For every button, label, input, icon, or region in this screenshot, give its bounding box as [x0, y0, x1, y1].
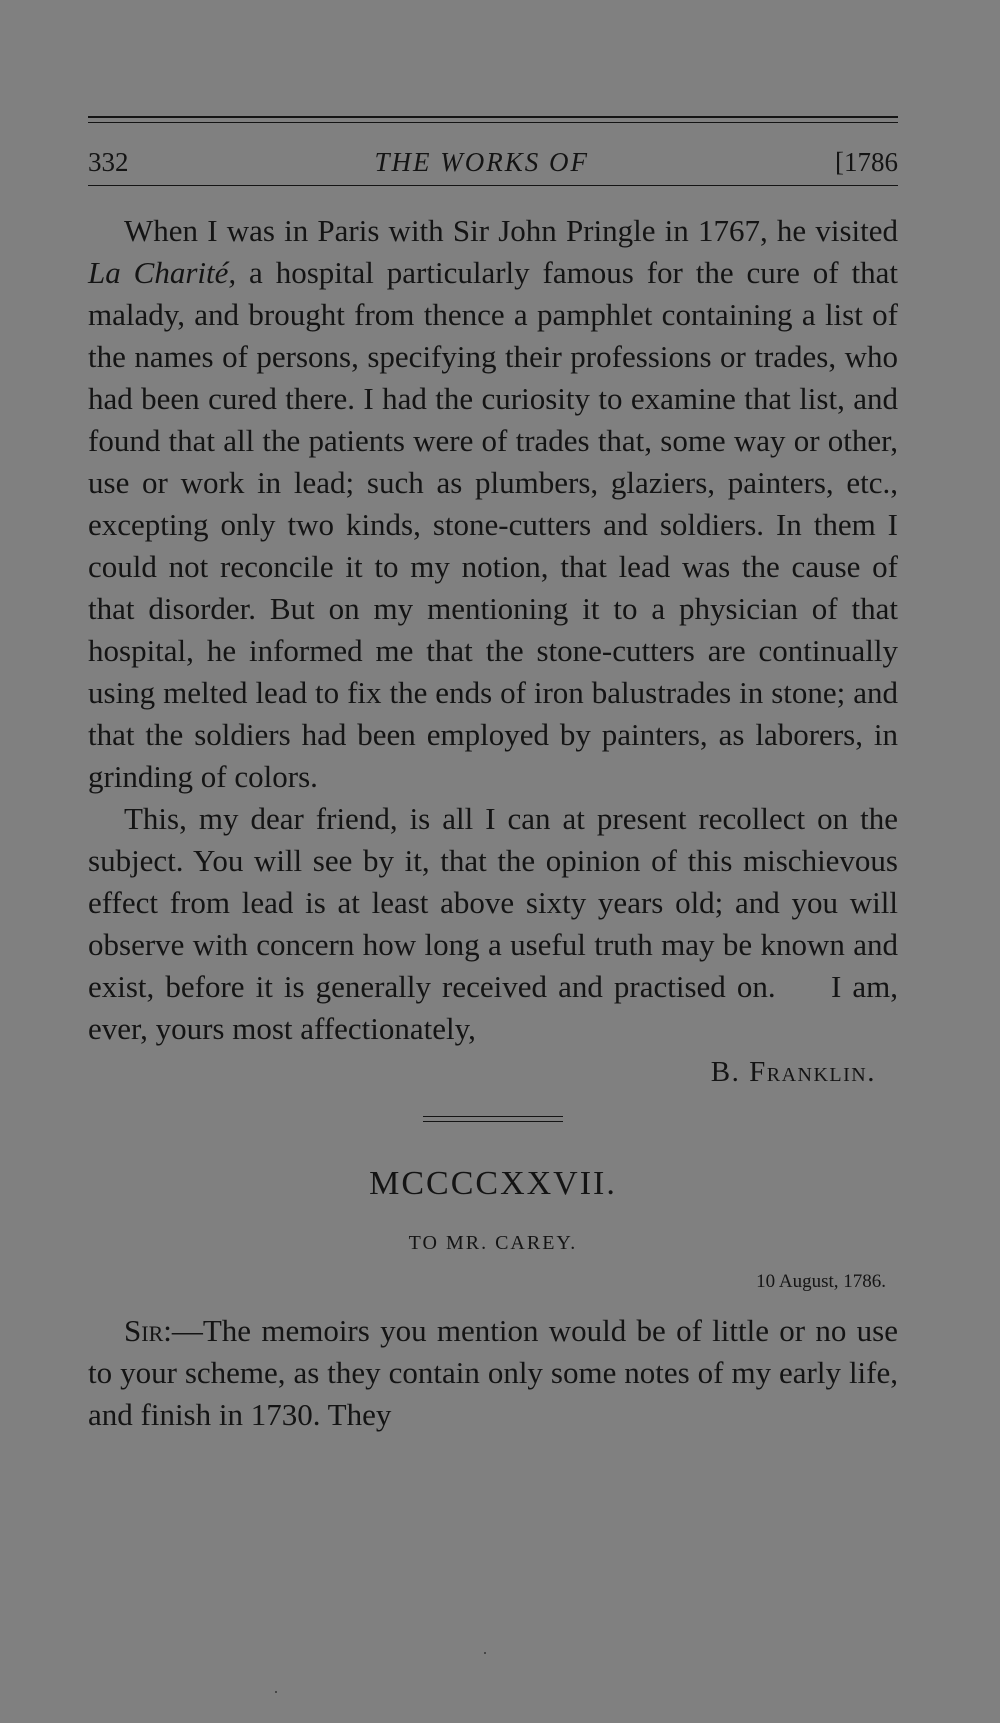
header-rule: [88, 185, 898, 186]
section-divider: [423, 1116, 563, 1122]
salutation: Sir: [124, 1313, 164, 1348]
paper-speck: [275, 1691, 277, 1693]
next-letter-paragraph: [88, 1310, 898, 1436]
letter-date: 10 August, 1786.: [756, 1271, 886, 1292]
letter-number: MCCCCXXVII.: [369, 1165, 617, 1202]
paragraph-1: [88, 210, 898, 798]
running-head: [88, 145, 898, 181]
running-year: [1786: [835, 147, 898, 177]
letter-addressee: TO MR. CAREY.: [408, 1232, 578, 1254]
next-letter-text: :—The memoirs you mention would be of little or no use to your scheme, as they contain only some notes of my early life, and finish in 1730. They: [88, 1313, 898, 1432]
paragraph-2: This, my dear friend, is all I can at present recollect on the subject. You will see by it, that the opinion of this mischievous effect from lead is at least above sixty years old; and you will observe with concern how long a useful truth may be known and exist, before it is generally received and practised on. I am, ever, yours most affectionately,: [88, 801, 906, 1046]
next-letter-body: [88, 1310, 898, 1436]
running-title: THE WORKS OF: [374, 147, 589, 177]
hospital-name: La Charité,: [88, 255, 237, 290]
paper-speck: [484, 1652, 486, 1654]
letter-body: [88, 210, 906, 1050]
paragraph-1-start: When I was in Paris with Sir John Pringle in 1767, he visited: [124, 213, 898, 248]
book-page: [88, 116, 906, 1436]
signature: B. Franklin.: [710, 1056, 876, 1088]
top-double-rule: [88, 116, 898, 123]
page-number: 332: [88, 147, 129, 177]
paragraph-1-rest: a hospital particularly famous for the cure of that malady, and brought from thence a pamphlet containing a list of the names of persons, specifying their professions or trades, who had been cured there. I had the curiosity to examine that list, and found that all the patients were of trades that, some way or other, use or work in lead; such as plumbers, glaziers, painters, etc., excepting only two kinds, stone-cutters and soldiers. In them I could not reconcile it to my notion, that lead was the cause of that disorder. But on my mentioning it to a physician of that hospital, he informed me that the stone-cutters are continually using melted lead to fix the ends of iron balustrades in stone; and that the soldiers had been employed by painters, as laborers, in grinding of colors.: [88, 255, 898, 794]
